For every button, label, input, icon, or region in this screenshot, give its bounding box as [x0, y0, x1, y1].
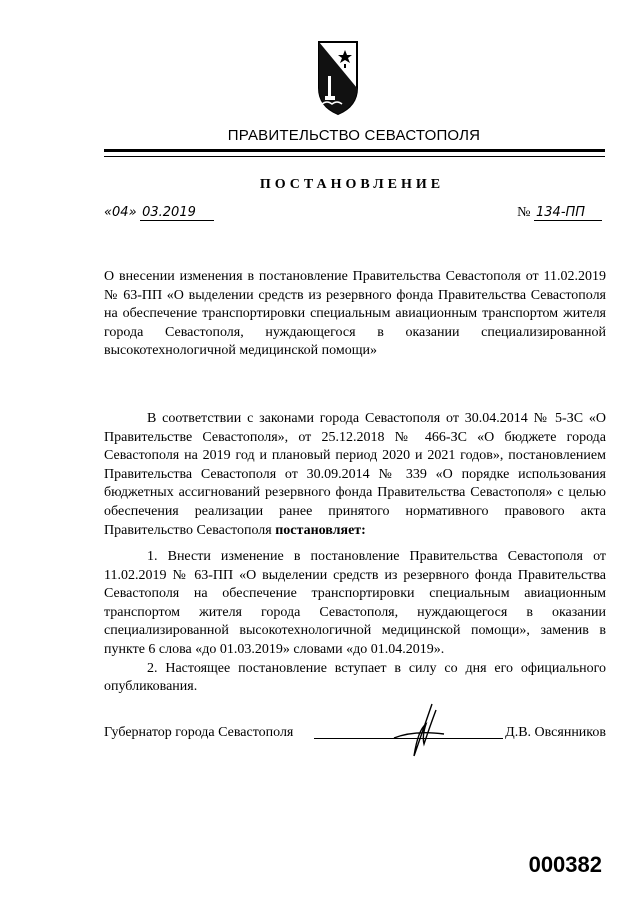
- signatory-name: Д.В. Овсянников: [505, 725, 606, 740]
- number-prefix: №: [517, 205, 531, 220]
- coat-of-arms-icon: [317, 40, 359, 116]
- resolution-item-1: 1. Внести изменение в постановление Правительства Севастополя от 11.02.2019 № 63-ПП «О выделении средств из резервного фонда Правительства Севастополя на обеспечение транспортировки специальным авиационным транспортом жителя города Севастополя, нуждающегося в оказании специализированной высокотехнологичной медицинской помощи», заменив в пункте 6 слова «до 01.03.2019» словами «до 01.04.2019».: [104, 549, 606, 657]
- signature-block: [104, 722, 606, 752]
- date-day: 04: [112, 205, 129, 220]
- header-rule-thick: [104, 149, 605, 152]
- date-month-year: 03.2019: [140, 205, 214, 221]
- resolution-items: [104, 548, 606, 697]
- signatory-title: Губернатор города Севастополя: [104, 725, 294, 740]
- date-open-quote: «: [104, 205, 113, 220]
- header-rule-thin: [104, 156, 605, 157]
- handwritten-signature: [374, 700, 454, 760]
- resolution-item-2: 2. Настоящее постановление вступает в силу со дня его официального опубликования.: [104, 660, 606, 695]
- preamble-text: В соответствии с законами города Севастополя от 30.04.2014 № 5-ЗС «О Правительстве Севастополя», от 25.12.2018 № 466-ЗС «О бюджете города Севастополя на 2019 год и плановый период 2020 и 2021 годов», постановлением Правительства Севастополя от 30.09.2014 № 339 «О порядке использования бюджетных ассигнований резервного фонда Правительства Севастополя» с целью обеспечения реализации ранее принятого нормативного правового акта Правительство Севастополя: [104, 411, 606, 538]
- document-type: ПОСТАНОВЛЕНИЕ: [259, 177, 445, 192]
- document-date: [104, 205, 214, 221]
- serial-number: 000382: [528, 852, 602, 877]
- document-number: [517, 205, 602, 221]
- government-title: ПРАВИТЕЛЬСТВО СЕВАСТОПОЛЯ: [227, 127, 481, 144]
- document-subject: О внесении изменения в постановление Правительства Севастополя от 11.02.2019 № 63-ПП «О выделении средств из резервного фонда Правительства Севастополя на обеспечение транспортировки специальным авиационным транспортом жителя города Севастополя, нуждающегося в оказании специализированной высокотехнологичной медицинской помощи»: [104, 269, 606, 359]
- date-close-quote: »: [128, 205, 137, 220]
- preamble: [104, 410, 606, 540]
- number-value: 134-ПП: [534, 205, 602, 221]
- preamble-decision: постановляет:: [275, 522, 366, 538]
